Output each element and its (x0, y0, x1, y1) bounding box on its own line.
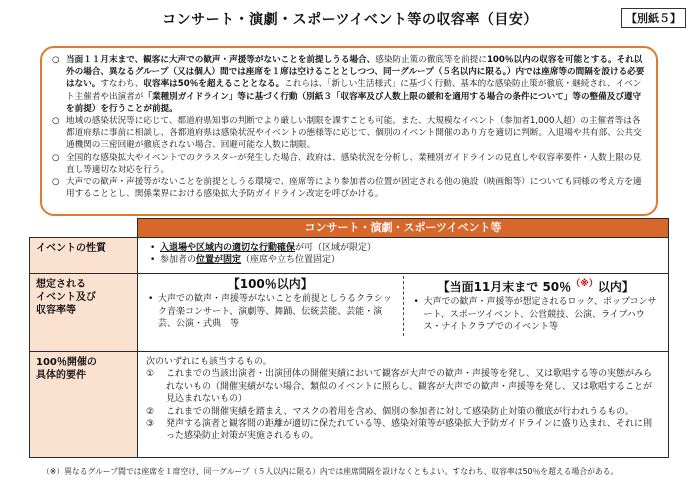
notice-text-segment: 当面１１月末まで、観客に大声での歓声・声援等がないことを前提しうる場合、 (66, 55, 376, 65)
notice-text-segment: 全国的な感染拡大やイベントでのクラスターが発生した場合、政府は、感染状況を分析し、業種別ガイドラインの見直しや収容率要件・人数上限の見直し等適切な対応を行う。 (66, 152, 642, 175)
notice-text (66, 115, 646, 152)
notice-text-segment: 大声での歓声・声援等がないことを前提としうる環境で、座席等により参加者の位置が固定される他の施設（映画館等）についても同様の考え方を適用することとし、関係業界における感染拡大予防ガイドライン改定を呼びかける。 (66, 177, 642, 200)
requirement-item (146, 368, 660, 405)
footnote: （※）異なるグループ間では座席を１席空け、同一グループ（５人以内に限る）内では座席間隔を設けなくともよい。すなわち、収容率は50％を超える場合がある。 (42, 467, 619, 476)
col-100-percent (138, 276, 403, 336)
nature-bullet-2-pre: 参加者の (160, 255, 197, 266)
requirement-number: ③ (146, 419, 155, 430)
notice-bullet-mark: ○ (52, 152, 60, 163)
col-100-text: • 大声での歓声・声援等がないことを前提としうるクラシック音楽コンサート、演劇等、舞踊、伝統芸能、芸能・演芸、公演・式典 等 (158, 293, 397, 330)
attachment-badge: 【別紙５】 (621, 8, 686, 28)
row-label-nature: イベントの性質 (30, 238, 138, 274)
nature-bullet-2-rest: （座席や立ち位置固定） (241, 255, 341, 266)
requirements-list (146, 368, 660, 442)
nature-bullet-1-emph: 入退場や区域内の適切な行動確保 (160, 243, 296, 253)
col-50-text: • 大声での歓声・声援等が想定されるロック、ポップコンサート、スポーツイベント、公営競技、公演、ライブハウス・ナイトクラブでのイベント等 (424, 296, 663, 333)
col-50-heading (410, 278, 663, 293)
requirement-text: これまでの開催実績を踏まえ、マスクの着用を含め、個別の参加者に対して感染防止対策の徹底が行われうるもの。 (166, 406, 634, 417)
col-100-heading: 【100％以内】 (227, 277, 313, 291)
nature-bullet-1-rest: が可（区域が限定） (295, 243, 377, 253)
table-header: コンサート・演劇・スポーツイベント等 (138, 219, 669, 238)
row-events (138, 274, 669, 352)
requirement-text: 発声する演者と観客間の距離が適切に保たれている等、感染対策等が感染拡大予防ガイドラインに盛り込まれ、それに則った感染防止対策が実施されるもの。 (166, 419, 653, 442)
notice-box (40, 46, 658, 216)
notice-text-segment: 感染防止策の徹底等を前提に (375, 55, 487, 65)
notice-item (52, 176, 646, 200)
page-title: コンサート・演劇・スポーツイベント等の収容率（目安） (162, 12, 538, 28)
row-nature (138, 238, 669, 274)
requirement-item (146, 406, 660, 418)
row-label-events: 想定される イベント及び 収容率等 (30, 274, 138, 352)
notice-text-segment: 収容率は50％を超えることとなる。 (143, 79, 285, 90)
nature-bullet-2-emph: 位置が固定 (196, 255, 242, 266)
nature-bullet-2 (160, 254, 660, 266)
notice-item (52, 152, 646, 176)
notice-text-segment: 「業種別ガイドライン」等に基づく行動（別紙３「収容率及び人数上限の緩和を適用する場合の条件について」等の整備及び遵守を前提）を行うことが前提。 (66, 91, 642, 114)
notice-text (66, 176, 646, 200)
requirement-number: ① (146, 369, 155, 380)
requirement-text: これまでの当該出演者・出演団体の開催実績において観客が大声での歓声・声援等を発し、又は歌唱する等の実態がみられないもの（開催実績がない場合、類似のイベントに照らし、観客が大声での歓声・声援等を発し、又は歌唱することが見込まれないもの） (166, 369, 653, 405)
col-50-heading-note: （※） (571, 279, 598, 289)
nature-bullet-1 (160, 242, 660, 254)
notice-text-segment: すなわち、 (100, 79, 144, 90)
col-50-percent (403, 276, 669, 336)
notice-bullet-mark: ○ (52, 177, 60, 188)
requirement-item (146, 418, 660, 443)
table-corner (30, 219, 138, 238)
notice-text (66, 54, 646, 115)
requirements-intro: 次のいずれにも該当するもの。 (146, 357, 272, 367)
notice-item (52, 54, 646, 115)
col-50-heading-end: 以内】 (597, 280, 634, 294)
requirement-number: ② (146, 406, 155, 417)
notice-item (52, 115, 646, 152)
notice-bullet-mark: ○ (52, 55, 60, 65)
notice-text (66, 152, 646, 176)
notice-text-segment: 100％以内の収容を可能とする。それ以外の場合、異なるグループ（又は個人）間では座席を１席は空けることとしつつ、同一グループ（５名以内に限る。）内では座席等の間隔を設ける必要はない。 (66, 55, 645, 90)
row-label-requirements: 100％開催の 具体的要件 (30, 352, 138, 458)
notice-bullet-mark: ○ (52, 116, 60, 127)
notice-text-segment: 地域の感染状況等に応じて、都道府県知事の判断でより厳しい制限を課すことも可能。また、大規模なイベント（参加者1,000人超）の主催者等は各都道府県に事前に相談し、各都道府県は感染状況やイベントの態様等に応じて、個別のイベント開催のあり方を適切に判断。入退場や共有部、公共交通機関の三密回避が徹底されない場合、回避可能な人数に制限。 (66, 116, 642, 151)
capacity-table (29, 218, 669, 458)
col-50-heading-main: 【当面11月末まで 50％ (437, 280, 572, 294)
row-requirements (138, 352, 669, 458)
notice-text-segment: これらは、「新しい生活様式」に基づく行動、基本的な感染防止策が徹底・継続され、イベント主催者や出演者が (66, 79, 642, 102)
